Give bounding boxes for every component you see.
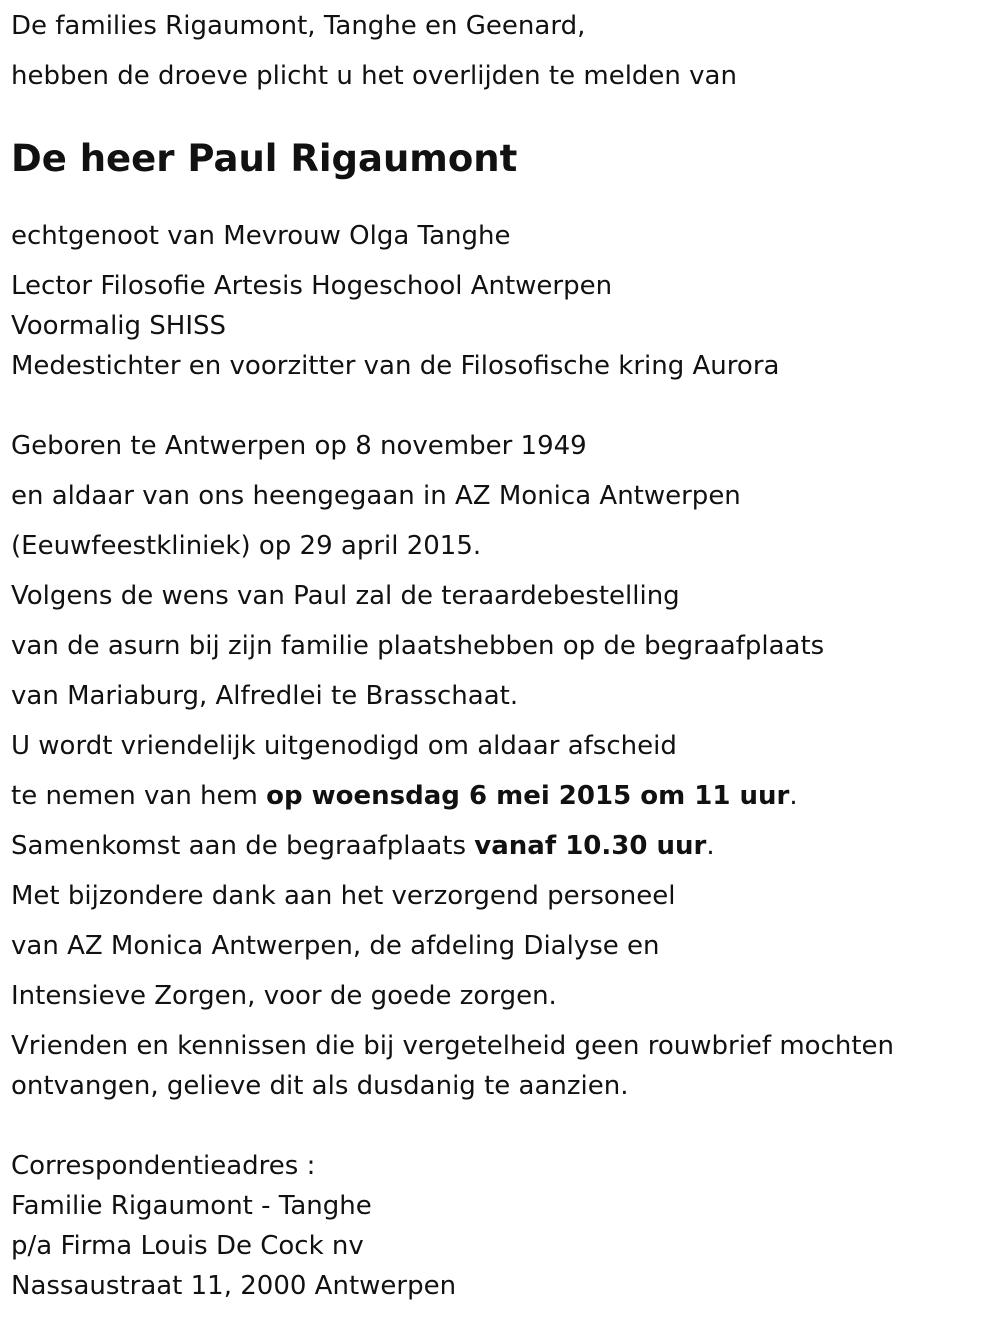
intro-line-2: hebben de droeve plicht u het overlijden te melden van [11, 61, 737, 91]
friends-line-2: ontvangen, gelieve dit als dusdanig te aanzien. [11, 1071, 629, 1101]
role-line-1: Lector Filosofie Artesis Hogeschool Antwerpen [11, 271, 613, 301]
passed-line-1: en aldaar van ons heengegaan in AZ Monica Antwerpen [11, 481, 741, 511]
passed-line-2: (Eeuwfeestkliniek) op 29 april 2015. [11, 531, 482, 561]
meet-prefix: Samenkomst aan de begraafplaats [11, 831, 475, 861]
intro-line-1: De families Rigaumont, Tanghe en Geenard, [11, 11, 586, 41]
invite-prefix: te nemen van hem [11, 781, 267, 811]
invite-line-1: U wordt vriendelijk uitgenodigd om aldaar afscheid [11, 731, 677, 761]
correspondence-care-of: p/a Firma Louis De Cock nv [11, 1231, 364, 1261]
correspondence-name: Familie Rigaumont - Tanghe [11, 1191, 372, 1221]
meet-suffix: . [706, 831, 715, 861]
wish-line-3: van Mariaburg, Alfredlei te Brasschaat. [11, 681, 519, 711]
obituary-notice [11, 0, 991, 1306]
ceremony-date-time: op woensdag 6 mei 2015 om 11 uur [266, 781, 790, 811]
role-line-3: Medestichter en voorzitter van de Filosofische kring Aurora [11, 351, 780, 381]
born-line: Geboren te Antwerpen op 8 november 1949 [11, 431, 587, 461]
wish-line-1: Volgens de wens van Paul zal de teraardebestelling [11, 581, 680, 611]
spouse-line: echtgenoot van Mevrouw Olga Tanghe [11, 221, 511, 251]
meet-line [11, 826, 991, 866]
correspondence-label: Correspondentieadres : [11, 1151, 316, 1181]
thanks-line-3: Intensieve Zorgen, voor de goede zorgen. [11, 981, 557, 1011]
wish-line-2: van de asurn bij zijn familie plaatshebben op de begraafplaats [11, 631, 825, 661]
thanks-line-2: van AZ Monica Antwerpen, de afdeling Dialyse en [11, 931, 660, 961]
role-line-2: Voormalig SHISS [11, 311, 227, 341]
correspondence-address: Nassaustraat 11, 2000 Antwerpen [11, 1271, 457, 1301]
invite-suffix: . [789, 781, 798, 811]
meet-time: vanaf 10.30 uur [474, 831, 707, 861]
friends-line-1: Vrienden en kennissen die bij vergetelheid geen rouwbrief mochten [11, 1031, 895, 1061]
deceased-name: De heer Paul Rigaumont [11, 137, 518, 180]
thanks-line-1: Met bijzondere dank aan het verzorgend personeel [11, 881, 676, 911]
invite-line-2 [11, 776, 991, 816]
